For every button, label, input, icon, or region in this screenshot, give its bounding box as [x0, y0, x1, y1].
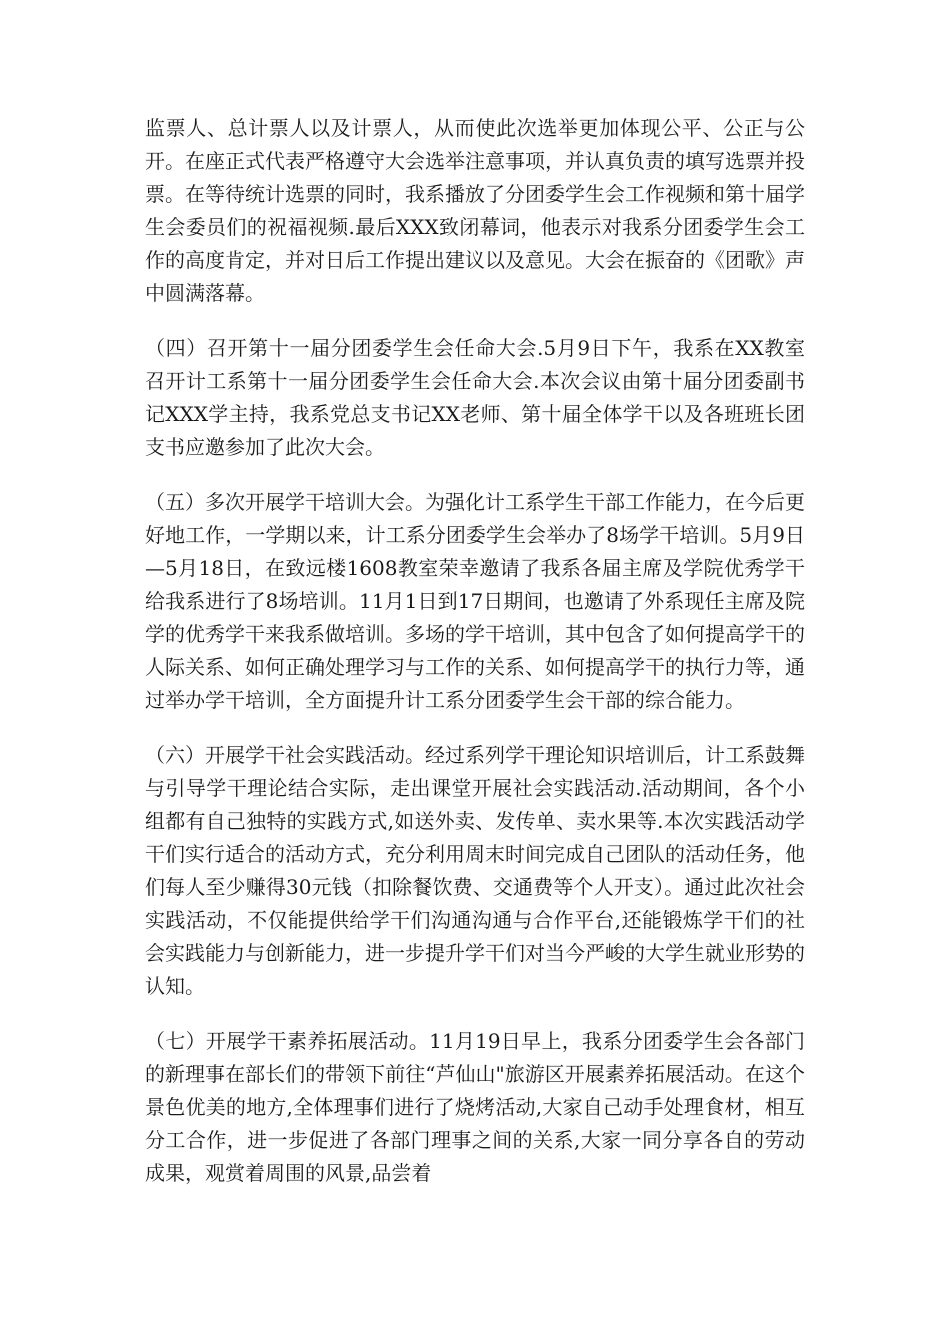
paragraph-appointment-meeting: （四）召开第十一届分团委学生会任命大会.5月9日下午，我系在XX教室召开计工系第十一届分团委学生会任命大会.本次会议由第十届分团委副书记XXX学主持，我系党总支书记XX老师、第十届全体学干以及各班班长团支书应邀参加了此次大会。: [145, 336, 805, 459]
paragraph-outreach-activity: （七）开展学干素养拓展活动。11月19日早上，我系分团委学生会各部门的新理事在部长们的带领下前往“芦仙山"旅游区开展素养拓展活动。在这个景色优美的地方,全体理事们进行了烧烤活动,大家自己动手处理食材，相互分工合作，进一步促进了各部门理事之间的关系,大家一同分享各自的劳动成果，观赏着周围的风景,品尝着: [145, 1029, 805, 1185]
paragraph-election-closing: 监票人、总计票人以及计票人，从而使此次选举更加体现公平、公正与公开。在座正式代表严格遵守大会选举注意事项，并认真负责的填写选票并投票。在等待统计选票的同时，我系播放了分团委学生会工作视频和第十届学生会委员们的祝福视频.最后XXX致闭幕词，他表示对我系分团委学生会工作的高度肯定，并对日后工作提出建议以及意见。大会在振奋的《团歌》声中圆满落幕。: [145, 116, 805, 305]
document-page: [145, 112, 805, 1190]
paragraph-cadre-training: （五）多次开展学干培训大会。为强化计工系学生干部工作能力，在今后更好地工作，一学期以来，计工系分团委学生会举办了8场学干培训。5月9日—5月18日，在致远楼1608教室荣幸邀请了我系各届主席及学院优秀学干给我系进行了8场培训。11月1日到17日期间，也邀请了外系现任主席及院学的优秀学干来我系做培训。多场的学干培训，其中包含了如何提高学干的人际关系、如何正确处理学习与工作的关系、如何提高学干的执行力等，通过举办学干培训，全方面提升计工系分团委学生会干部的综合能力。: [145, 490, 805, 712]
paragraph-social-practice: （六）开展学干社会实践活动。经过系列学干理论知识培训后，计工系鼓舞与引导学干理论结合实际，走出课堂开展社会实践活动.活动期间，各个小组都有自己独特的实践方式,如送外卖、发传单、卖水果等.本次实践活动学干们实行适合的活动方式，充分利用周末时间完成自己团队的活动任务，他们每人至少赚得30元钱（扣除餐饮费、交通费等个人开支）。通过此次社会实践活动，不仅能提供给学干们沟通沟通与合作平台,还能锻炼学干们的社会实践能力与创新能力，进一步提升学干们对当今严峻的大学生就业形势的认知。: [145, 743, 805, 998]
